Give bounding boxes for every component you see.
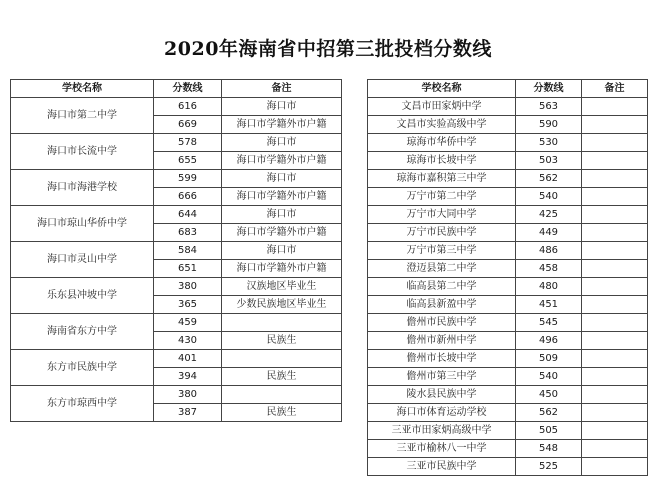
table-row	[368, 134, 648, 152]
school-name-cell: 文昌市田家炳中学	[368, 98, 516, 116]
score-cell: 503	[516, 152, 582, 170]
table-row	[368, 188, 648, 206]
school-name-cell: 文昌市实验高级中学	[368, 116, 516, 134]
score-cell: 584	[154, 242, 222, 260]
table-header-row	[368, 80, 648, 98]
score-cell: 380	[154, 386, 222, 404]
table-row	[11, 314, 342, 332]
table-row	[368, 404, 648, 422]
note-cell	[582, 314, 648, 332]
score-cell: 562	[516, 170, 582, 188]
table-row	[368, 260, 648, 278]
table-row	[11, 98, 342, 116]
school-name-cell: 海口市长流中学	[11, 134, 154, 170]
header-note: 备注	[582, 80, 648, 98]
note-cell: 海口市学籍外市户籍	[222, 188, 342, 206]
school-name-cell: 海口市灵山中学	[11, 242, 154, 278]
table-row	[368, 224, 648, 242]
score-cell: 387	[154, 404, 222, 422]
table-row	[368, 386, 648, 404]
school-name-cell: 海口市琼山华侨中学	[11, 206, 154, 242]
score-cell: 505	[516, 422, 582, 440]
table-row	[368, 422, 648, 440]
score-cell: 599	[154, 170, 222, 188]
note-cell	[582, 206, 648, 224]
note-cell: 海口市	[222, 134, 342, 152]
table-row	[368, 368, 648, 386]
note-cell: 民族生	[222, 404, 342, 422]
score-cell: 616	[154, 98, 222, 116]
school-name-cell: 海口市第二中学	[11, 98, 154, 134]
school-name-cell: 乐东县冲坡中学	[11, 278, 154, 314]
school-name-cell: 琼海市长坡中学	[368, 152, 516, 170]
table-row	[368, 350, 648, 368]
score-cell: 450	[516, 386, 582, 404]
table-row	[368, 458, 648, 476]
school-name-cell: 三亚市田家炳高级中学	[368, 422, 516, 440]
note-cell: 海口市学籍外市户籍	[222, 224, 342, 242]
score-cell: 380	[154, 278, 222, 296]
school-name-cell: 东方市琼西中学	[11, 386, 154, 422]
note-cell	[582, 242, 648, 260]
score-cell: 458	[516, 260, 582, 278]
score-cell: 563	[516, 98, 582, 116]
header-score: 分数线	[516, 80, 582, 98]
school-name-cell: 三亚市榆林八一中学	[368, 440, 516, 458]
table-row	[11, 386, 342, 404]
note-cell	[582, 134, 648, 152]
score-cell: 525	[516, 458, 582, 476]
note-cell	[582, 98, 648, 116]
note-cell: 海口市学籍外市户籍	[222, 260, 342, 278]
note-cell	[582, 422, 648, 440]
note-cell	[582, 404, 648, 422]
note-cell	[222, 386, 342, 404]
score-cell: 545	[516, 314, 582, 332]
table-row	[11, 206, 342, 224]
table-row	[368, 332, 648, 350]
note-cell	[582, 368, 648, 386]
note-cell: 民族生	[222, 368, 342, 386]
school-name-cell: 临高县第二中学	[368, 278, 516, 296]
school-name-cell: 万宁市第三中学	[368, 242, 516, 260]
note-cell	[582, 152, 648, 170]
school-name-cell: 万宁市民族中学	[368, 224, 516, 242]
school-name-cell: 儋州市新州中学	[368, 332, 516, 350]
note-cell: 少数民族地区毕业生	[222, 296, 342, 314]
table-row	[368, 116, 648, 134]
school-name-cell: 澄迈县第二中学	[368, 260, 516, 278]
score-cell: 655	[154, 152, 222, 170]
table-row	[11, 170, 342, 188]
note-cell	[222, 350, 342, 368]
table-row	[368, 440, 648, 458]
table-header-row	[11, 80, 342, 98]
table-row	[368, 206, 648, 224]
note-cell	[582, 332, 648, 350]
table-row	[368, 296, 648, 314]
score-cell: 451	[516, 296, 582, 314]
note-cell	[582, 260, 648, 278]
note-cell: 海口市	[222, 98, 342, 116]
school-name-cell: 海口市体育运动学校	[368, 404, 516, 422]
note-cell	[582, 296, 648, 314]
score-cell: 459	[154, 314, 222, 332]
score-cell: 590	[516, 116, 582, 134]
score-cell: 401	[154, 350, 222, 368]
school-name-cell: 万宁市第二中学	[368, 188, 516, 206]
score-cell: 683	[154, 224, 222, 242]
school-name-cell: 儋州市长坡中学	[368, 350, 516, 368]
note-cell	[582, 116, 648, 134]
school-name-cell: 三亚市民族中学	[368, 458, 516, 476]
score-cell: 540	[516, 188, 582, 206]
score-cell: 365	[154, 296, 222, 314]
score-cell: 394	[154, 368, 222, 386]
note-cell	[582, 458, 648, 476]
score-cell: 480	[516, 278, 582, 296]
school-name-cell: 海南省东方中学	[11, 314, 154, 350]
score-cell: 530	[516, 134, 582, 152]
note-cell	[582, 350, 648, 368]
note-cell	[582, 170, 648, 188]
note-cell	[582, 386, 648, 404]
note-cell: 民族生	[222, 332, 342, 350]
table-row	[11, 278, 342, 296]
school-name-cell: 儋州市第三中学	[368, 368, 516, 386]
header-note: 备注	[222, 80, 342, 98]
note-cell: 汉族地区毕业生	[222, 278, 342, 296]
school-name-cell: 儋州市民族中学	[368, 314, 516, 332]
score-cell: 644	[154, 206, 222, 224]
note-cell: 海口市	[222, 206, 342, 224]
school-name-cell: 海口市海港学校	[11, 170, 154, 206]
note-cell	[222, 314, 342, 332]
page-title: 2020年海南省中招第三批投档分数线	[164, 38, 492, 60]
note-cell	[582, 278, 648, 296]
left-score-table	[10, 79, 342, 422]
score-cell: 486	[516, 242, 582, 260]
note-cell: 海口市	[222, 242, 342, 260]
score-cell: 540	[516, 368, 582, 386]
table-row	[11, 350, 342, 368]
score-cell: 430	[154, 332, 222, 350]
note-cell	[582, 188, 648, 206]
score-cell: 509	[516, 350, 582, 368]
table-row	[368, 170, 648, 188]
score-cell: 548	[516, 440, 582, 458]
header-school: 学校名称	[368, 80, 516, 98]
school-name-cell: 万宁市大同中学	[368, 206, 516, 224]
table-row	[368, 242, 648, 260]
school-name-cell: 琼海市华侨中学	[368, 134, 516, 152]
school-name-cell: 琼海市嘉积第三中学	[368, 170, 516, 188]
score-cell: 666	[154, 188, 222, 206]
table-row	[368, 152, 648, 170]
header-school: 学校名称	[11, 80, 154, 98]
table-row	[11, 242, 342, 260]
school-name-cell: 临高县新盈中学	[368, 296, 516, 314]
score-cell: 562	[516, 404, 582, 422]
score-cell: 651	[154, 260, 222, 278]
score-cell: 449	[516, 224, 582, 242]
table-row	[11, 134, 342, 152]
school-name-cell: 陵水县民族中学	[368, 386, 516, 404]
right-score-table	[367, 79, 648, 476]
school-name-cell: 东方市民族中学	[11, 350, 154, 386]
table-row	[368, 278, 648, 296]
score-cell: 496	[516, 332, 582, 350]
note-cell: 海口市学籍外市户籍	[222, 152, 342, 170]
note-cell: 海口市	[222, 170, 342, 188]
note-cell	[582, 440, 648, 458]
score-cell: 669	[154, 116, 222, 134]
table-row	[368, 98, 648, 116]
table-row	[368, 314, 648, 332]
note-cell	[582, 224, 648, 242]
note-cell: 海口市学籍外市户籍	[222, 116, 342, 134]
score-cell: 425	[516, 206, 582, 224]
header-score: 分数线	[154, 80, 222, 98]
score-cell: 578	[154, 134, 222, 152]
